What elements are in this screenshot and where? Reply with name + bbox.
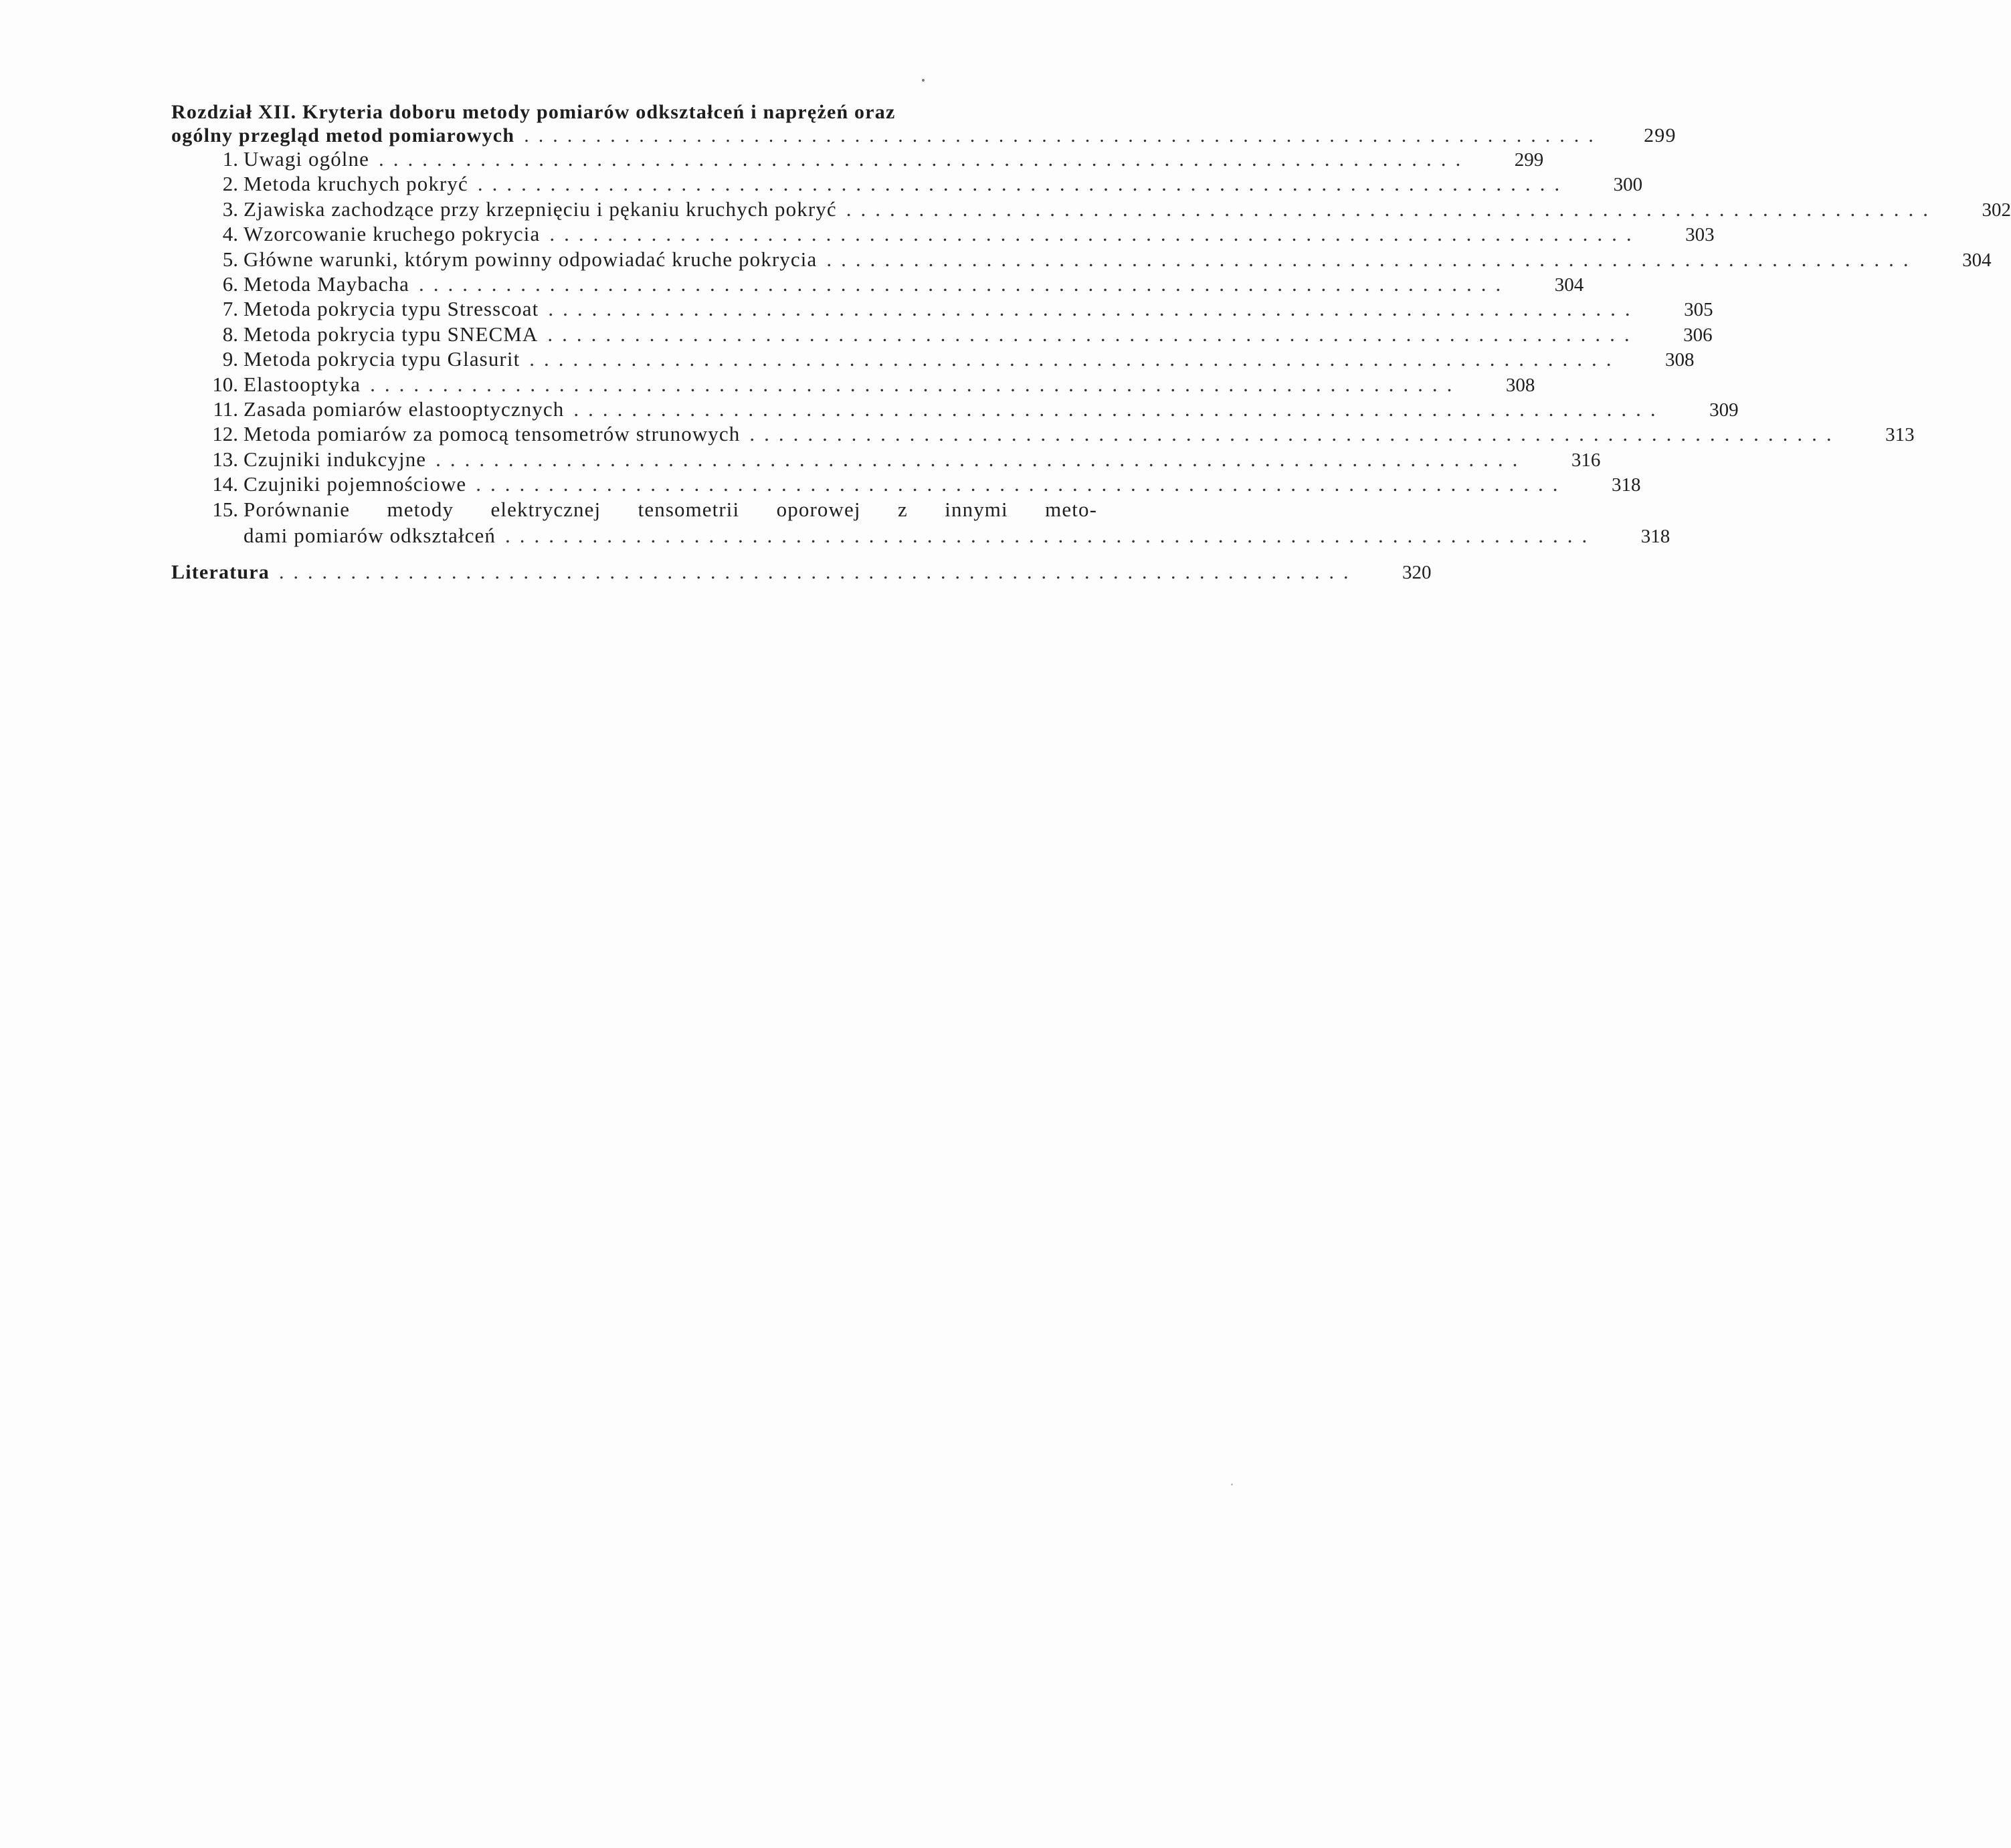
- dot-leader: ...........................................................................: [378, 147, 1470, 171]
- entry-number: 14.: [212, 472, 238, 496]
- entry-number: 10.: [212, 372, 238, 396]
- entry-row-second: [171, 524, 1670, 548]
- entry-title: Zjawiska zachodzące przy krzepnięciu i pękaniu kruchych pokryć: [244, 197, 837, 221]
- entry-number: 15.: [212, 497, 238, 521]
- entry-page-number: 309: [1709, 399, 1739, 421]
- toc-entry-6: [171, 272, 1584, 297]
- chapter-page-number: 299: [1644, 124, 1677, 146]
- dot-leader: ...........................................................................: [846, 197, 1937, 221]
- entry-number: 11.: [213, 397, 238, 421]
- entry-number: 7.: [222, 297, 238, 321]
- dot-leader: ...........................................................................: [419, 272, 1511, 296]
- entry-title-line2: dami pomiarów odkształceń: [244, 524, 496, 548]
- entry-number: 9.: [222, 347, 238, 371]
- toc-entry-1: [171, 147, 1544, 172]
- entry-page-number: 299: [1514, 149, 1544, 171]
- entry-page-number: 308: [1505, 374, 1535, 396]
- entry-title: Elastooptyka: [244, 372, 361, 396]
- dot-leader: ...........................................................................: [436, 447, 1527, 471]
- entry-title: Czujniki pojemnościowe: [244, 472, 467, 496]
- dot-leader: ...........................................................................: [278, 560, 1358, 583]
- dot-leader: ...........................................................................: [548, 297, 1640, 321]
- toc-entry-3: [171, 197, 2011, 222]
- toc-entry-5: [171, 247, 1992, 272]
- entry-title: Zasada pomiarów elastooptycznych: [244, 397, 565, 421]
- entry-title: Metoda pokrycia typu SNECMA: [244, 322, 539, 346]
- entry-title: Główne warunki, którym powinny odpowiadać kruche pokrycia: [244, 247, 818, 271]
- dot-leader: ...........................................................................: [524, 124, 1603, 146]
- dot-leader: ...........................................................................: [529, 347, 1621, 371]
- entry-page-number: 316: [1571, 449, 1601, 471]
- entry-title: Uwagi ogólne: [244, 147, 369, 171]
- chapter-heading: [171, 100, 1677, 147]
- entry-number: 3.: [222, 197, 238, 221]
- toc-entry-14: [171, 472, 1641, 497]
- entry-title: Metoda pomiarów za pomocą tensometrów strunowych: [244, 422, 741, 446]
- toc-entry-7: [171, 297, 1713, 322]
- toc-entry-8: [171, 322, 1713, 347]
- entry-page-number: 308: [1665, 349, 1695, 371]
- toc-entry-13: [171, 447, 1601, 472]
- toc-entry-4: [171, 222, 1715, 247]
- entry-title: Czujniki indukcyjne: [244, 447, 427, 471]
- toc-entry-2: [171, 172, 1643, 197]
- entry-page-number: 305: [1684, 299, 1713, 321]
- toc-entry-10: [171, 372, 1535, 397]
- chapter-title-line2-row: [171, 124, 1677, 147]
- toc-entry-15: [171, 497, 1670, 549]
- entry-number: 4.: [222, 222, 238, 246]
- entry-number: 13.: [212, 447, 238, 471]
- entry-number: 2.: [222, 172, 238, 196]
- entry-title-line1: Porównanie metody elektrycznej tensometrii oporowej z innymi meto-: [244, 497, 1097, 521]
- dot-leader: ...........................................................................: [573, 397, 1665, 421]
- entry-page-number: 304: [1554, 274, 1584, 296]
- entry-page-number: 313: [1885, 424, 1915, 446]
- entry-number: 12.: [212, 422, 238, 446]
- scan-speck: [922, 79, 925, 82]
- chapter-title-line1: Rozdział XII. Kryteria doboru metody pomiarów odkształceń i naprężeń oraz: [171, 101, 896, 123]
- entry-title: Metoda Maybacha: [244, 272, 410, 296]
- entry-title: Wzorcowanie kruchego pokrycia: [244, 222, 541, 246]
- entry-title: Metoda kruchych pokryć: [244, 172, 468, 196]
- dot-leader: ...........................................................................: [477, 172, 1569, 196]
- entry-title: Metoda pokrycia typu Glasurit: [244, 347, 520, 371]
- entry-title: Metoda pokrycia typu Stresscoat: [244, 297, 539, 321]
- dot-leader: ...........................................................................: [476, 472, 1567, 496]
- entry-page-number: 302: [1982, 199, 2011, 221]
- literature-entry: [171, 560, 1432, 584]
- entry-number: 5.: [222, 247, 238, 271]
- table-of-contents: [171, 100, 2011, 584]
- dot-leader: ...........................................................................: [826, 247, 1918, 271]
- chapter-title-line2: ogólny przegląd metod pomiarowych: [171, 124, 515, 146]
- dot-leader: ...........................................................................: [549, 222, 1641, 246]
- entry-page-number: 318: [1640, 526, 1670, 548]
- entry-page-number: 318: [1612, 474, 1641, 496]
- toc-entry-9: [171, 347, 1695, 372]
- dot-leader: ...........................................................................: [547, 322, 1639, 346]
- dot-leader: ...........................................................................: [749, 422, 1841, 446]
- literature-page-number: 320: [1402, 561, 1432, 583]
- entry-row-first: [171, 498, 1171, 521]
- toc-entry-12: [171, 422, 1915, 447]
- section-list: [171, 147, 2011, 549]
- entry-number: 1.: [222, 147, 238, 171]
- dot-leader: ...........................................................................: [505, 524, 1597, 548]
- dot-leader: ...........................................................................: [370, 372, 1462, 396]
- entry-page-number: 303: [1685, 224, 1715, 246]
- literature-label: Literatura: [171, 560, 270, 583]
- entry-number: 8.: [222, 322, 238, 346]
- toc-entry-11: [171, 397, 1739, 422]
- entry-page-number: 306: [1683, 324, 1713, 346]
- scan-speck: [1231, 1483, 1233, 1485]
- entry-page-number: 304: [1962, 249, 1992, 271]
- entry-page-number: 300: [1613, 174, 1643, 196]
- entry-number: 6.: [222, 272, 238, 296]
